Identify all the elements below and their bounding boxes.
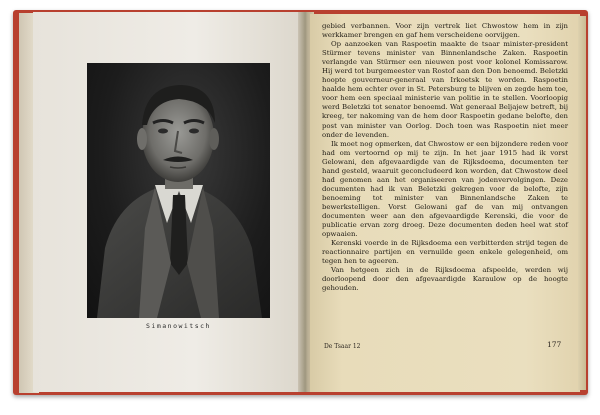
footer-signature: De Tsaar 12	[324, 343, 361, 350]
page-number: 177	[547, 340, 562, 349]
photo-caption: Simanowitsch	[146, 322, 211, 330]
right-page-edge	[578, 16, 586, 390]
paragraph: Kerenski voerde in de Rijksdoema een verbitterden strijd tegen de reactionnaire partijen en vernuilde geen enkele gelegenheid, om tegen hen te ageeren.	[322, 239, 568, 266]
paragraph: Van hetgeen zich in de Rijksdoema afspeelde, werden wij doorloopend door den afgevaardigde Karaulow op de hoogte gehouden.	[322, 266, 568, 293]
paragraph: gebied verbannen. Voor zijn vertrek liet Chwostow hem in zijn werkkamer brengen en gaf hem verscheidene oorvijgen.	[322, 22, 568, 40]
portrait-illustration	[87, 63, 270, 318]
paragraph: Ik moet nog opmerken, dat Chwostow er een bijzondere reden voor had om vertoornd op mij te zijn. In het jaar 1915 had ik vorst Gelowani, den afgevaardigde van de Rijksdoema, documenten ter hand gesteld, waaruit geconcludeerd kon worden, dat Chwostow deel had genomen aan het organiseeren van jodenvervolgingen. Deze documenten had ik van Beletzki gekregen voor de belofte, zijn benoeming tot minister van Binnenlandsche Zaken te bewerkstelligen. Vorst Gelowani gaf de van mij ontvangen documenten weer aan den afgevaardigde Kerenski, die voor de publicatie ervan zorg droeg. Deze documenten deden heel wat stof opwaaien.	[322, 139, 568, 239]
paragraph: Op aanzoeken van Raspoetin maakte de tsaar minister-president Stürmer tevens minister van Binnenlandsche Zaken. Raspoetin verlangde van Stürmer een nieuwen post voor kolonel Komissarow. Hij werd tot burgemeester van Rostof aan den Don benoemd. Beletzki hoopte gouverneur-generaal van Irkoetsk te worden. Raspoetin haalde hem echter over in St. Petersburg te blijven en zegde hem toe, voor hem een speciaal ministerie van politie in te stellen. Voorloopig werd Beletzki tot senator benoemd. Wat generaal Beljajew betreft, bij kreeg, ter nakoming van de hem door Raspoetin gedane belofte, den post van minister van Oorlog. Doch toen was Raspoetin niet meer onder de levenden.	[322, 40, 568, 139]
portrait-photo	[87, 63, 270, 318]
page-text	[322, 22, 568, 293]
